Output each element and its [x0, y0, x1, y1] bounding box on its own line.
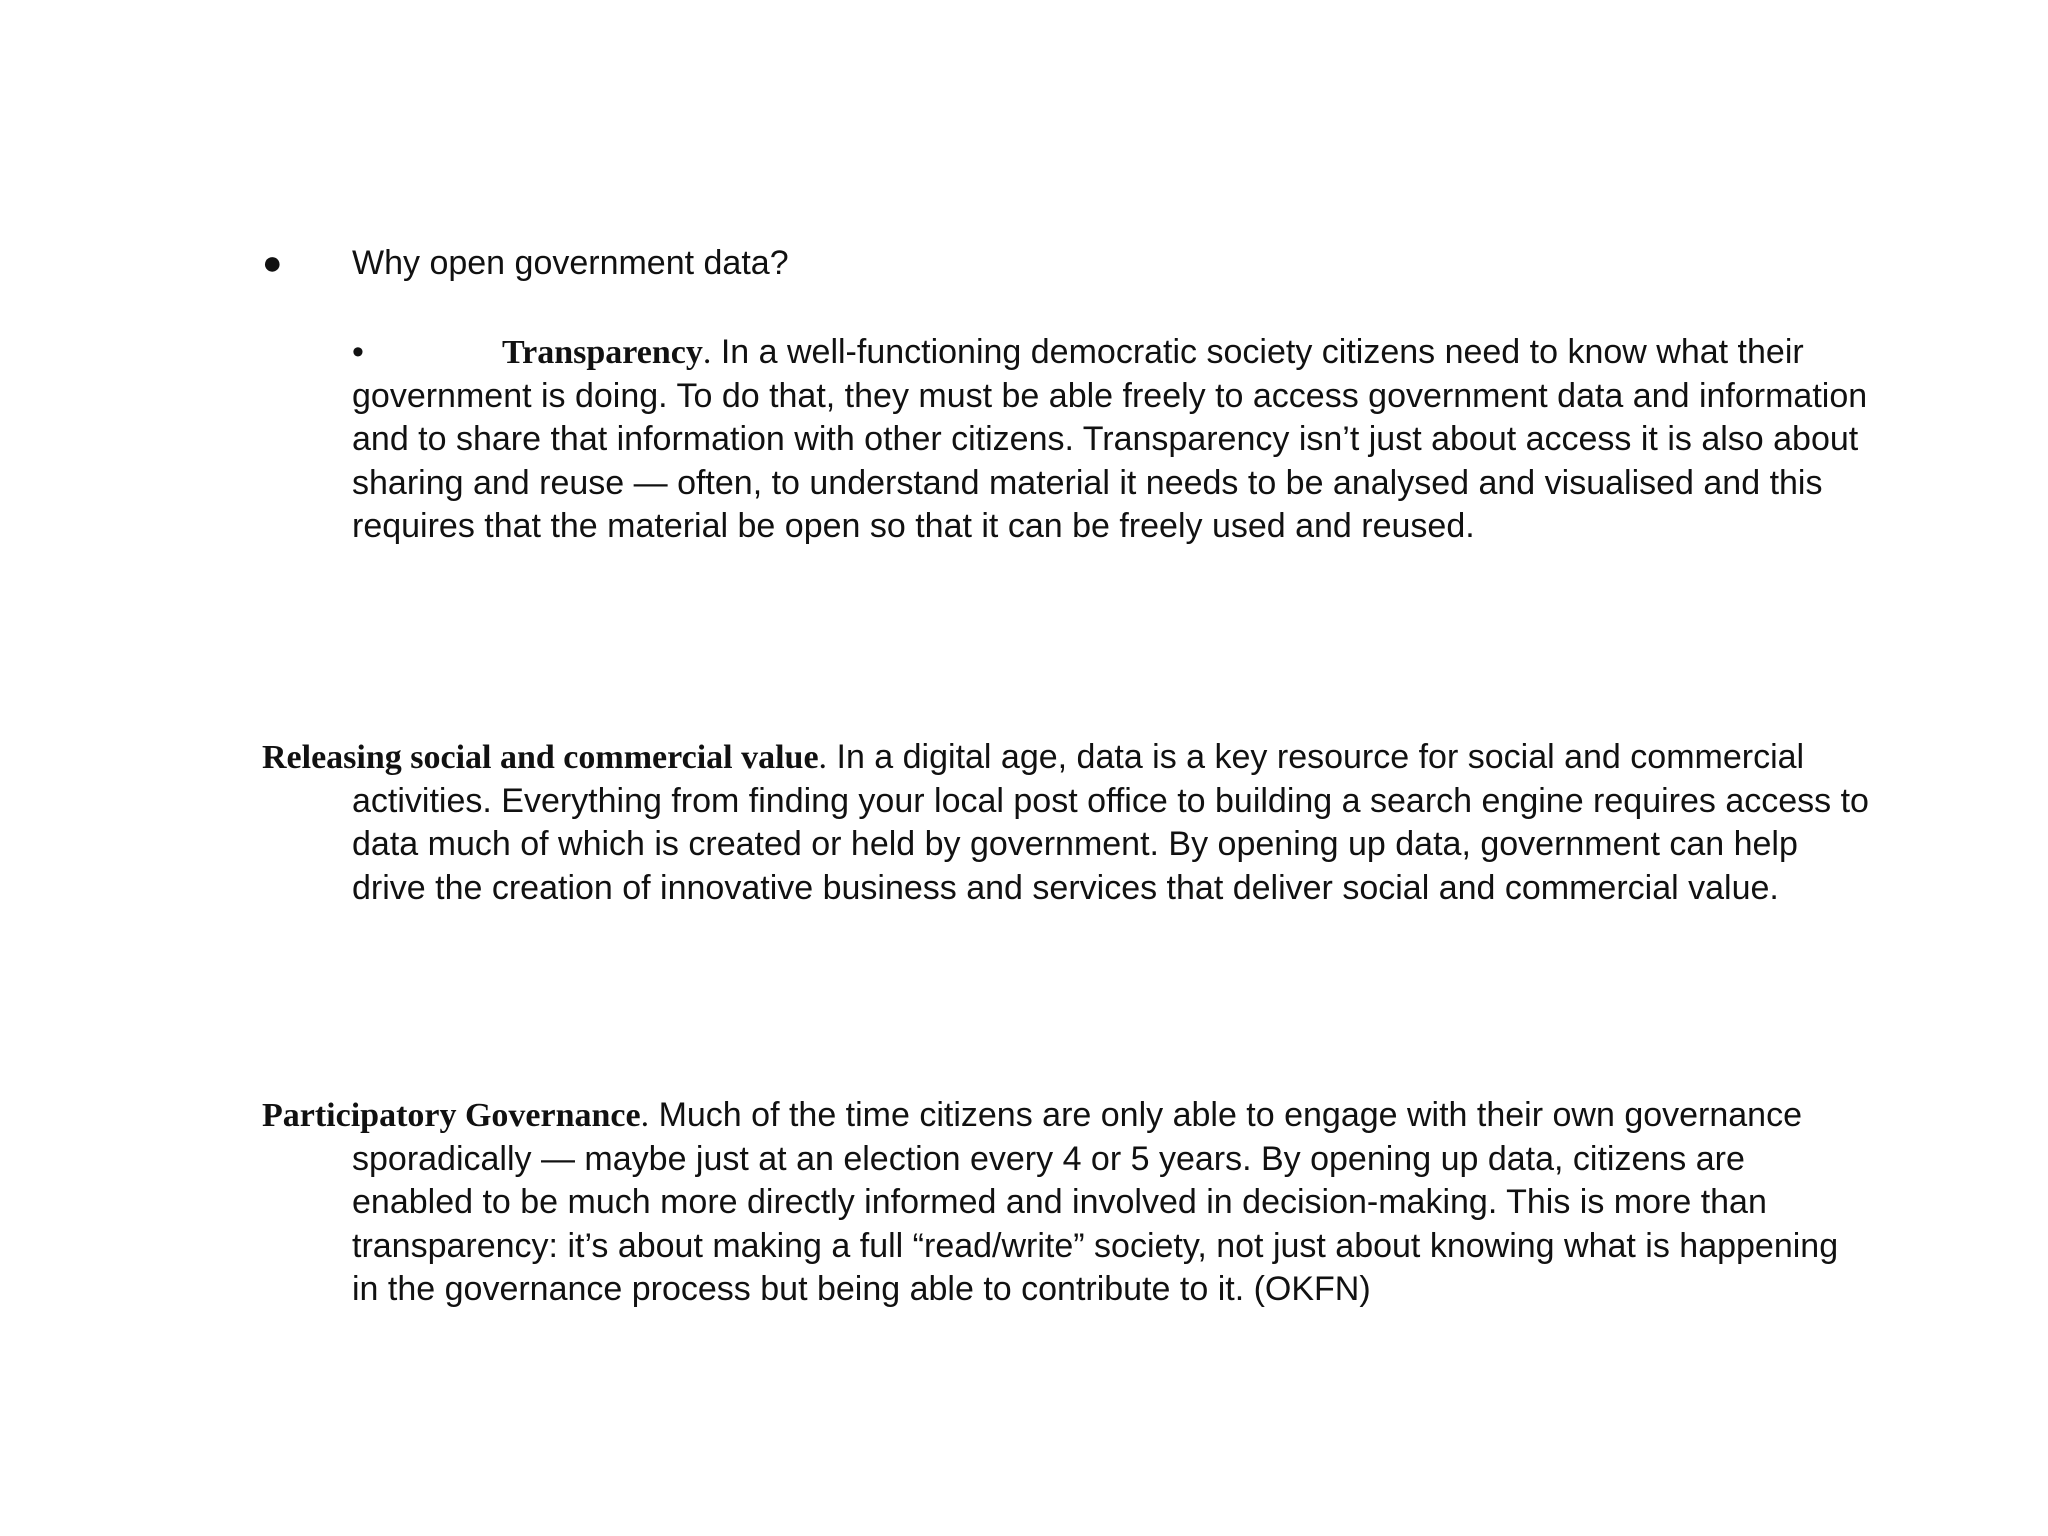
sub-bullet-icon: •	[352, 333, 364, 371]
paragraph-title-period: .	[640, 1097, 650, 1134]
paragraph-title: Participatory Governance	[262, 1097, 641, 1134]
paragraph-title-period: .	[702, 334, 712, 371]
paragraph-body: In a well-functioning democratic society citizens need to know what their government is doing. To do that, they must be able freely to access government data and information and to share that information with other citizens. Transparency isn’t just about access it is also about sharing and reuse — often, to understand material it needs to be analysed and visualised and this requires that the material be open so that it can be freely used and reused.	[352, 333, 1868, 546]
heading-text: Why open government data?	[352, 244, 789, 282]
paragraph-social-commercial-value	[262, 736, 1872, 910]
paragraph-body: In a digital age, data is a key resource for social and commercial activities. Everything from finding your local post office to building a search engine requires access to data much of which is created or held by government. By opening up data, government can help drive the creation of innovative business and services that deliver social and commercial value.	[352, 738, 1869, 907]
section-heading	[262, 238, 1862, 288]
paragraph-transparency	[352, 331, 1872, 549]
paragraph-title-period: .	[818, 739, 828, 776]
heading-bullet-icon: ●	[262, 244, 283, 282]
paragraph-title: Transparency	[502, 334, 703, 371]
paragraph-body: Much of the time citizens are only able to engage with their own governance sporadically — maybe just at an election every 4 or 5 years. By opening up data, citizens are enabled to be much more directly informed and involved in decision-making. This is more than transparency: it’s about making a full “read/write” society, not just about knowing what is happening in the governance process but being able to contribute to it. (OKFN)	[352, 1096, 1839, 1309]
paragraph-participatory-governance	[262, 1094, 1872, 1312]
paragraph-title: Releasing social and commercial value	[262, 739, 819, 776]
